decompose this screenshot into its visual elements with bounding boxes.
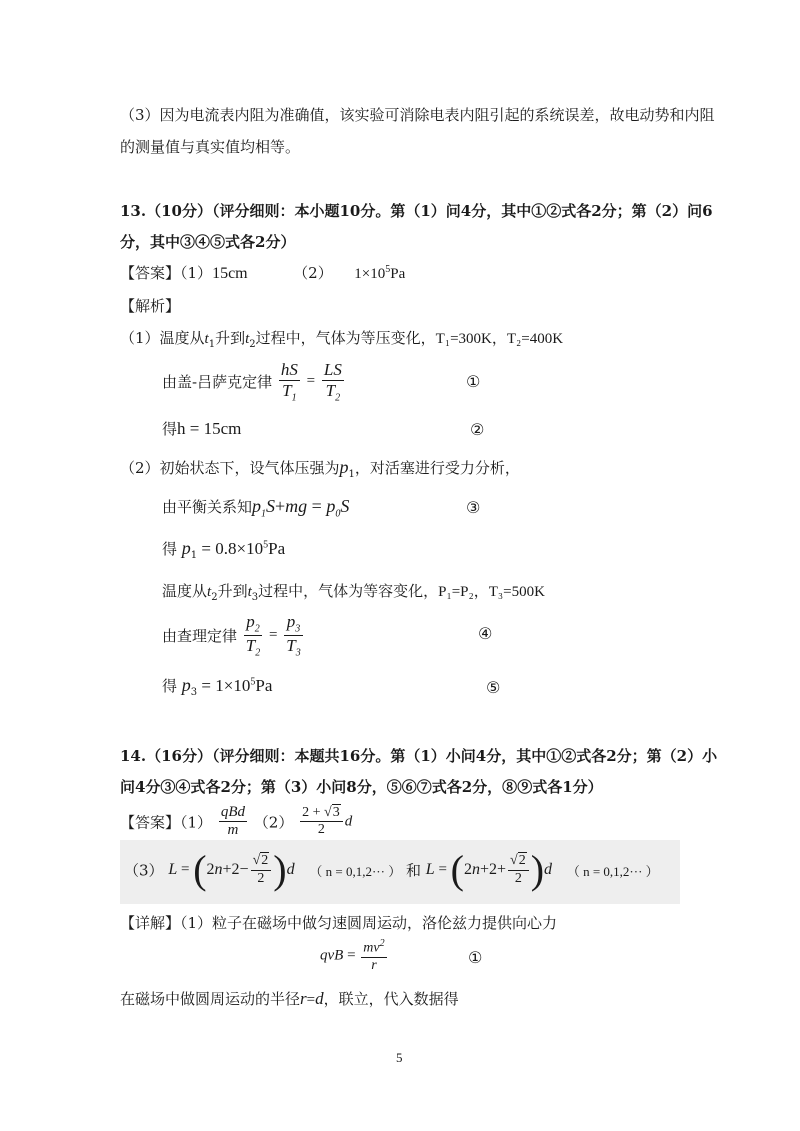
q12-part3-line2: 的测量值与真实值均相等。 <box>120 138 301 156</box>
q13-eq3: 由平衡关系知$p_1S+mg = p_0S$ <box>162 496 350 520</box>
q13-answer-2-tag: （2） <box>293 264 333 282</box>
q14-radius-line: 在磁场中做圆周运动的半径r=d，联立，代入数据得 <box>120 989 459 1008</box>
q13-eq1-lhs-fraction: $\frac{hS}{T_1}$ <box>280 360 298 403</box>
q14-n-range-2: （ n = 0,1,2··· ） <box>566 863 659 879</box>
q13-law2-label: 由查理定律 <box>162 626 238 645</box>
q13-eq4: 由查理定律 $\frac{p_2}{T_2}$ = $\frac{p_3}{T_3}$ <box>162 612 301 659</box>
q14-answer-3: （3） L = (2n+2− $\frac{√2}{2}$ )d （ n = 0,1,2··· ） 和 L = (2n+2+ $\frac{√2}{2}$ )d （ n = 0,1,2··· ） <box>124 847 659 892</box>
q13-header-line2: 分，其中③④⑤式各2分） <box>120 233 296 251</box>
q13-eq1: 由盖-吕萨克定律 $\frac{hS}{T_1}$ = $\frac{LS}{T_2}$ <box>162 360 342 403</box>
q13-header-line1: 13.（10分）（评分细则：本小题10分。第（1）问4分，其中①②式各2分；第（2）问6 <box>120 202 713 220</box>
q14-header-line2: 问4分③④式各2分；第（3）小问8分，⑤⑥⑦式各2分，⑧⑨式各1分） <box>120 778 603 796</box>
q13-answer-label: 【答案】 <box>120 264 181 282</box>
q13-analysis-label: 【解析】 <box>120 297 181 315</box>
q12-part3-line1: （3）因为电流表内阻为准确值，该实验可消除电表内阻引起的系统误差，故电动势和内阻 <box>120 106 715 124</box>
q13-eq3-mark: ③ <box>466 498 481 517</box>
q13-eq5-mark: ⑤ <box>486 678 501 697</box>
q13-law1-label: 由盖-吕萨克定律 <box>162 373 273 392</box>
q13-answer-1-tag: （1） <box>180 264 213 282</box>
q14-eq1: qvB = $\frac{mv^2}{r}$ <box>320 938 385 973</box>
q13-part2-step2: 温度从$t_2$升到$t_3$过程中，气体为等容变化，P₁=P₂，T₃=500K <box>162 582 545 603</box>
q14-answer-line: 【答案】（1） $\frac{\text{qBd}}{m}$ （2） $\frac{2 + √3}{2}$ d <box>120 804 353 839</box>
q13-balance-equation: $p_1S+mg = p_0S$ <box>252 496 350 520</box>
q13-eq4-mark: ④ <box>478 624 493 643</box>
q13-eq2: 得h = 15cm <box>162 419 242 438</box>
q14-eq1-mark: ① <box>468 948 483 967</box>
q14-header-line1: 14.（16分）（评分细则：本题共16分。第（1）小问4分，其中①②式各2分；第（2）小 <box>120 747 718 765</box>
q14-answer-2-fraction: $\frac{2 + √3}{2}$ <box>300 805 343 838</box>
q13-result-p1: 得 $p_1 = 0.8\times 10^5Pa$ <box>162 538 286 561</box>
page-number: 5 <box>396 1050 403 1065</box>
q13-answer-1-value: 15cm <box>212 265 248 282</box>
q13-part2-intro: （2）初始状态下，设气体压强为$p_1$，对活塞进行受力分析， <box>120 457 520 480</box>
q14-answer-1-fraction: $\frac{\text{qBd}}{m}$ <box>220 804 246 839</box>
q13-eq5: 得 $p_3 = 1\times 10^5Pa$ <box>162 675 273 698</box>
q14-detail-line: 【详解】（1）粒子在磁场中做匀速圆周运动，洛伦兹力提供向心力 <box>120 914 558 932</box>
q13-eq1-rhs-fraction: $\frac{LS}{T_2}$ <box>323 360 342 403</box>
q13-eq4-lhs-fraction: $\frac{p_2}{T_2}$ <box>245 612 261 659</box>
q14-detail-label: 【详解】 <box>120 914 181 932</box>
q13-part1-intro: （1）温度从$t_1$升到$t_2$过程中，气体为等压变化，T₁=300K，T₂=400K <box>120 329 564 350</box>
q13-eq4-rhs-fraction: $\frac{p_3}{T_3}$ <box>286 612 301 659</box>
q13-result1-expr: h = 15cm <box>177 419 242 438</box>
q13-eq2-mark: ② <box>470 420 485 439</box>
q13-answer-2-value: $1\times 10^5Pa$ <box>354 264 406 282</box>
q13-eq1-mark: ① <box>466 372 481 391</box>
q14-n-range-1: （ n = 0,1,2··· ） <box>309 863 402 879</box>
q13-answer-line <box>120 262 405 283</box>
